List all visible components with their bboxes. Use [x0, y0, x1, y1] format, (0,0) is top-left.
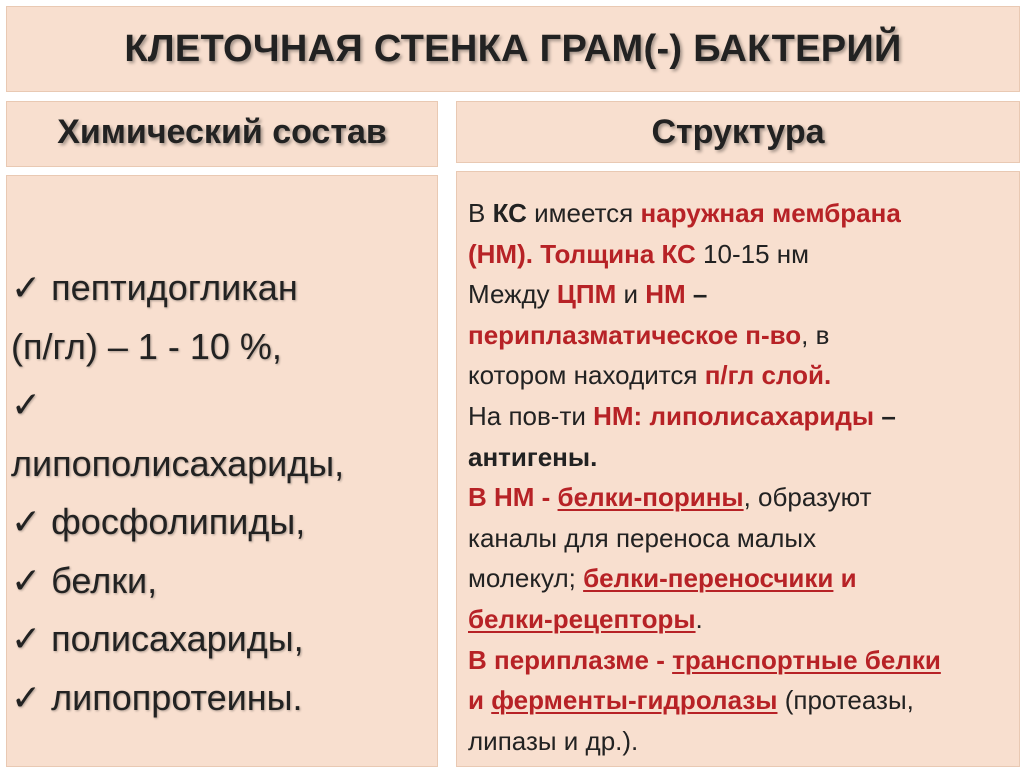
- list-item: (п/гл) – 1 - 10 %,: [11, 325, 282, 367]
- text-line: периплазматическое п-во, в: [468, 319, 830, 350]
- composition-header: Химический состав: [57, 113, 387, 151]
- text-line: каналы для переноса малых: [468, 522, 817, 553]
- list-item: ✓ белки,: [11, 559, 158, 601]
- text-line: В периплазме - транспортные белки: [468, 644, 941, 675]
- title-panel: [3, 3, 1023, 95]
- check-icon: ✓: [11, 501, 42, 542]
- structure-header: Структура: [651, 113, 825, 151]
- check-icon: ✓: [11, 559, 42, 601]
- text-line: (НМ). Толщина КС 10-15 нм: [468, 238, 809, 269]
- check-icon: ✓: [11, 676, 42, 718]
- composition-panel: [3, 172, 441, 770]
- list-item: липополисахариды,: [11, 442, 345, 484]
- text-line: липазы и др.).: [468, 725, 639, 756]
- slide-title: КЛЕТОЧНАЯ СТЕНКА ГРАМ(-) БАКТЕРИЙ: [124, 28, 902, 70]
- text-line: и ферменты-гидролазы (протеазы,: [468, 685, 914, 716]
- check-icon: ✓: [11, 267, 42, 308]
- text-line: На пов-ти НМ: липолисахариды –: [468, 400, 896, 431]
- structure-text: [468, 193, 1008, 761]
- structure-header-panel: [453, 98, 1023, 166]
- list-item: ✓ полисахариды,: [11, 618, 304, 659]
- list-item: [11, 376, 344, 435]
- list-item: ✓ липопротеины.: [11, 676, 303, 718]
- text-line: В КС имеется наружная мембрана: [468, 198, 901, 228]
- composition-header-panel: [3, 98, 441, 170]
- structure-panel: [453, 168, 1023, 770]
- check-icon: ✓: [11, 384, 42, 425]
- text-line: котором находится п/гл слой.: [468, 360, 832, 391]
- list-item: ✓ пептидогликан: [11, 267, 298, 308]
- composition-list: [11, 259, 344, 727]
- text-line: белки-рецепторы.: [468, 603, 703, 634]
- check-icon: ✓: [11, 618, 42, 659]
- text-line: антигены.: [468, 441, 598, 472]
- text-line: В НМ - белки-порины, образуют: [468, 482, 872, 513]
- text-line: молекул; белки-переносчики и: [468, 563, 857, 594]
- list-item: ✓ фосфолипиды,: [11, 501, 306, 542]
- text-line: Между ЦПМ и НМ –: [468, 279, 708, 310]
